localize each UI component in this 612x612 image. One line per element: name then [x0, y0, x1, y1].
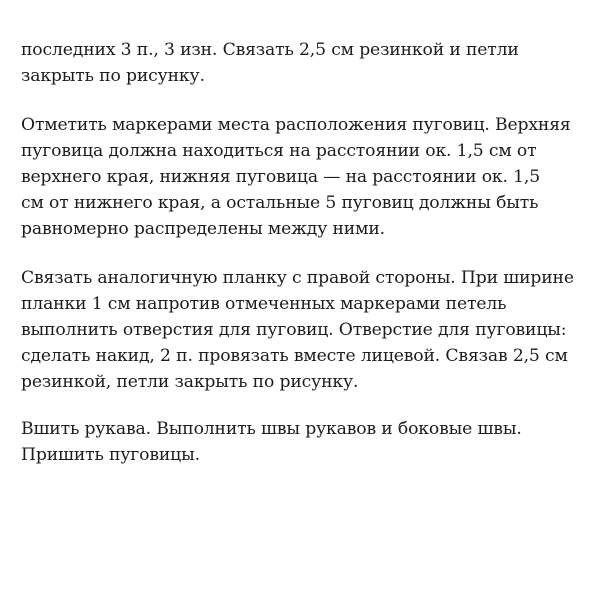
text-line: Связать аналогичную планку с правой стороны. При ширине [21, 268, 574, 288]
text-line: резинкой, петли закрыть по рисунку. [21, 372, 359, 392]
text-line: пуговица должна находиться на расстоянии ок. 1,5 см от [21, 141, 537, 161]
text-line: закрыть по рисунку. [21, 66, 205, 86]
paragraph-right-placket [21, 265, 596, 395]
text-line: сделать накид, 2 п. провязать вместе лицевой. Связав 2,5 см [21, 346, 568, 366]
paragraph-finishing-edge [21, 37, 596, 89]
text-line: Пришить пуговицы. [21, 445, 200, 465]
text-line: см от нижнего края, а остальные 5 пуговиц должны быть [21, 193, 539, 213]
text-line: Отметить маркерами места расположения пуговиц. Верхняя [21, 115, 571, 135]
text-line: равномерно распределены между ними. [21, 219, 385, 239]
text-line: выполнить отверстия для пуговиц. Отверстие для пуговицы: [21, 320, 567, 340]
text-line: верхнего края, нижняя пуговица — на расстоянии ок. 1,5 [21, 167, 540, 187]
paragraph-assembly [21, 416, 596, 468]
text-line: Вшить рукава. Выполнить швы рукавов и боковые швы. [21, 419, 522, 439]
text-line: планки 1 см напротив отмеченных маркерами петель [21, 294, 507, 314]
paragraph-button-markers [21, 112, 596, 242]
text-line: последних 3 п., 3 изн. Связать 2,5 см резинкой и петли [21, 40, 519, 60]
